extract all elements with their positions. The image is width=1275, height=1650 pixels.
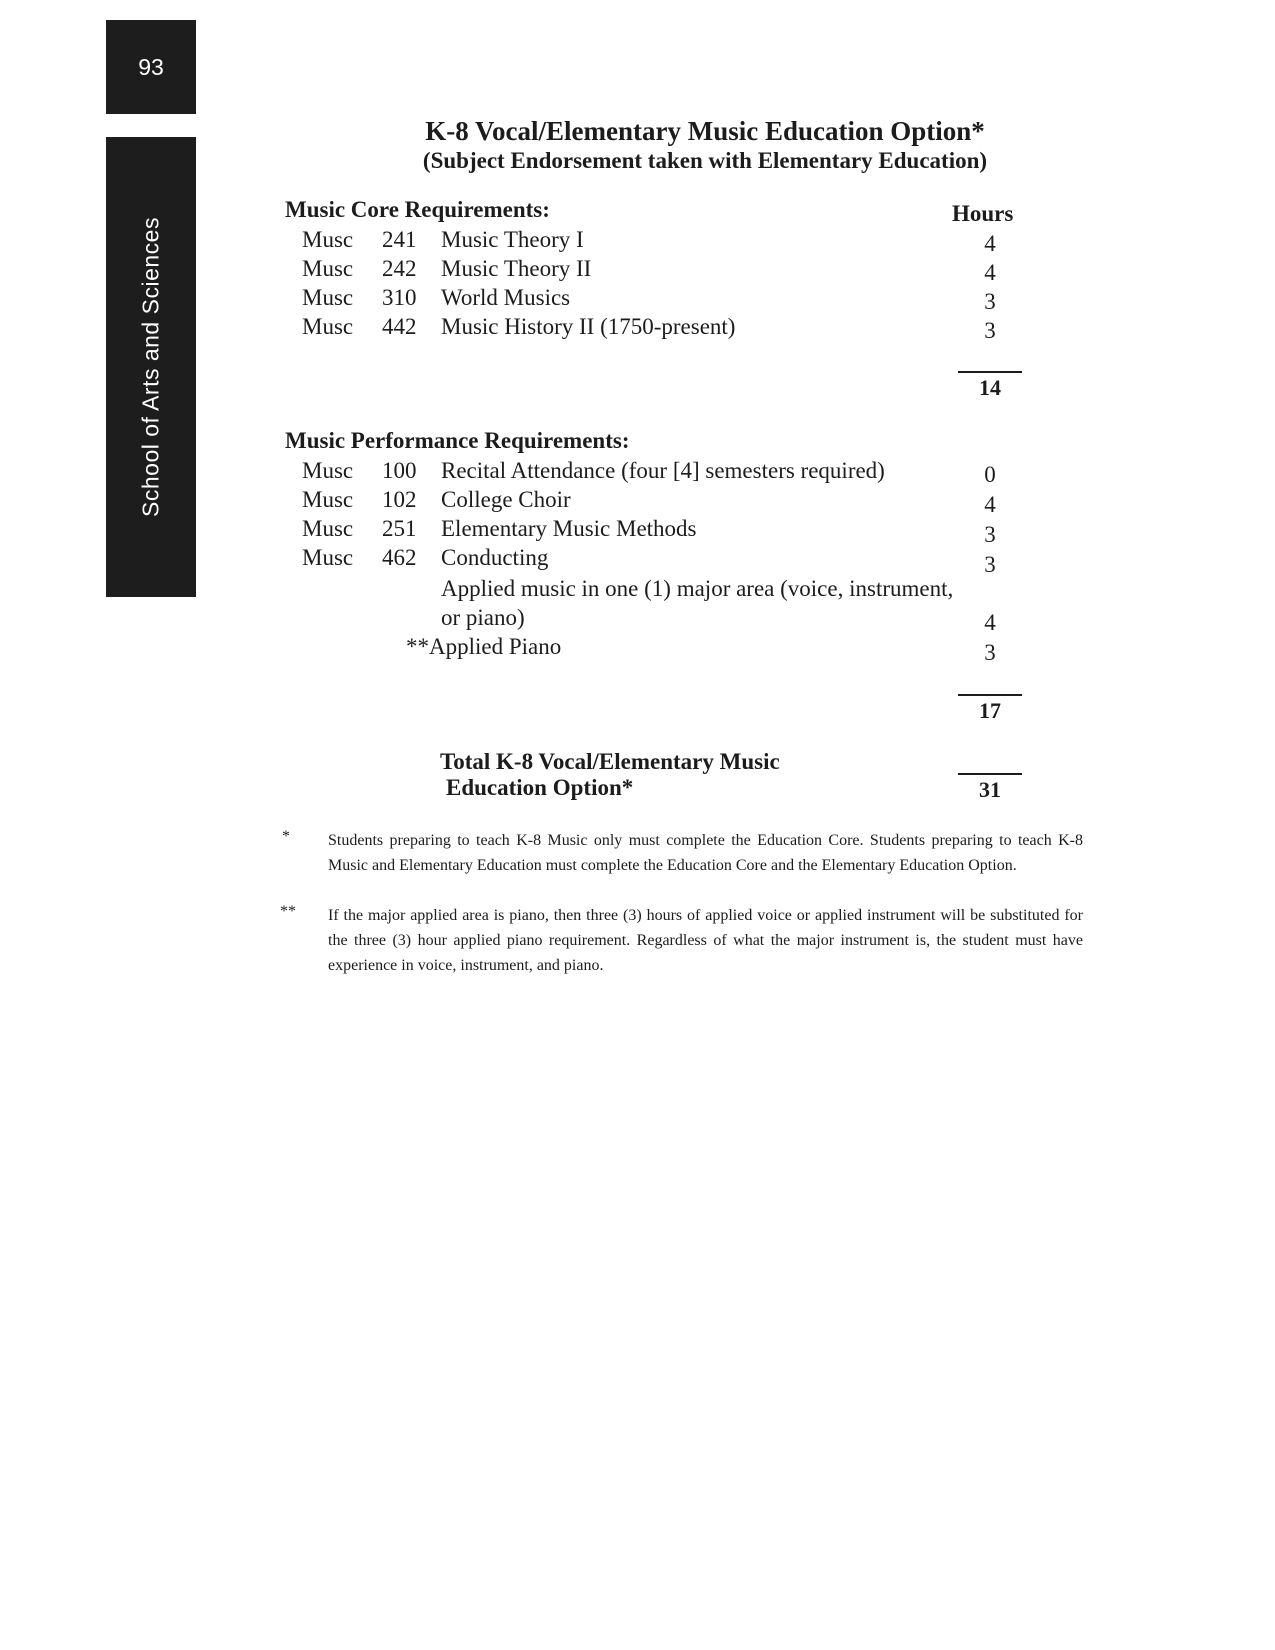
course-number: 242: [382, 256, 417, 281]
applied-piano-label: **Applied Piano: [406, 634, 562, 659]
course-hours: 3: [984, 522, 996, 547]
grand-total-label-line-2: Education Option*: [446, 775, 634, 800]
applied-music-hours: 4: [984, 610, 996, 635]
page-subtitle: (Subject Endorsement taken with Elementary Education): [422, 148, 988, 173]
section-side-tab: [106, 137, 196, 597]
grand-total-label-line-1: Total K-8 Vocal/Elementary Music: [440, 749, 780, 774]
course-hours: 3: [984, 289, 996, 314]
course-hours: 4: [984, 231, 996, 256]
course-hours: 0: [984, 462, 996, 487]
course-number: 462: [382, 545, 417, 570]
course-number: 442: [382, 314, 417, 339]
course-hours: 3: [984, 552, 996, 577]
applied-music-line-2: or piano): [441, 605, 525, 630]
course-title: Conducting: [441, 545, 549, 570]
applied-piano-hours: 3: [984, 640, 996, 665]
page-title: K-8 Vocal/Elementary Music Education Option*: [425, 116, 985, 146]
course-subject: Musc: [302, 458, 354, 483]
core-heading: Music Core Requirements:: [285, 197, 550, 222]
course-title: Music History II (1750-present): [441, 314, 736, 339]
footnote-text: Students preparing to teach K-8 Music only must complete the Education Core. Students preparing to teach K-8 Music and Elementary Education must complete the Education Core and the Elementary Education Option.: [328, 832, 1083, 874]
grand-total-value: 31: [958, 773, 1022, 803]
course-title: World Musics: [441, 285, 571, 310]
course-number: 241: [382, 227, 417, 252]
performance-heading: Music Performance Requirements:: [285, 428, 630, 453]
course-number: 310: [382, 285, 417, 310]
course-title: Music Theory II: [441, 256, 592, 281]
page-number-tab: [106, 20, 196, 114]
applied-music-line-1: Applied music in one (1) major area (voice, instrument,: [441, 576, 954, 601]
course-hours: 3: [984, 318, 996, 343]
course-number: 102: [382, 487, 417, 512]
section-side-tab-label: School of Arts and Sciences: [137, 217, 164, 517]
course-subject: Musc: [302, 256, 354, 281]
course-subject: Musc: [302, 285, 354, 310]
performance-total: 17: [958, 694, 1022, 724]
course-hours: 4: [984, 492, 996, 517]
hours-heading: Hours: [952, 201, 1014, 226]
course-subject: Musc: [302, 487, 354, 512]
course-hours: 4: [984, 260, 996, 285]
footnote-mark: *: [282, 828, 290, 845]
course-subject: Musc: [302, 314, 354, 339]
course-subject: Musc: [302, 545, 354, 570]
course-subject: Musc: [302, 227, 354, 252]
course-title: Elementary Music Methods: [441, 516, 697, 541]
course-title: Recital Attendance (four [4] semesters required): [441, 458, 885, 483]
footnote-text: If the major applied area is piano, then three (3) hours of applied voice or applied instrument will be substituted for the three (3) hour applied piano requirement. Regardless of what the major instrument is, the student must have experience in voice, instrument, and piano.: [328, 907, 1083, 974]
course-subject: Musc: [302, 516, 354, 541]
grand-total-label: [440, 749, 780, 801]
course-title: College Choir: [441, 487, 571, 512]
core-total: 14: [958, 371, 1022, 401]
course-number: 100: [382, 458, 417, 483]
footnote-mark: **: [280, 903, 296, 920]
course-title: Music Theory I: [441, 227, 584, 252]
course-number: 251: [382, 516, 417, 541]
page-number: 93: [138, 53, 164, 80]
